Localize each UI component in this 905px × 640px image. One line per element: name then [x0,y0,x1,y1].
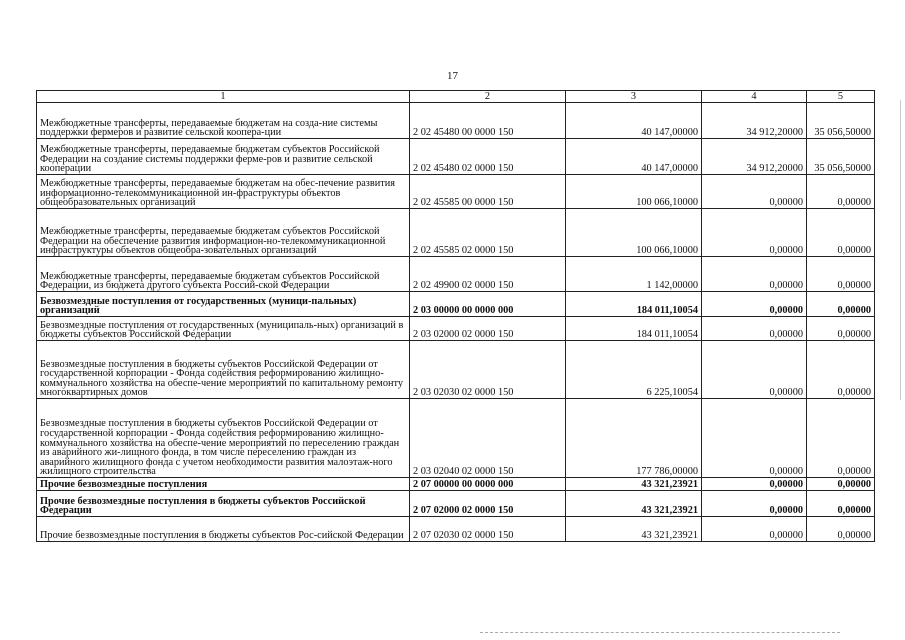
row-code: 2 02 45480 00 0000 150 [410,103,566,139]
row-name: Безвозмездные поступления от государственных (муници-пальных) организаций [37,292,410,317]
table-row [37,399,875,478]
column-header-2: 2 [410,91,566,103]
row-value-col5: 0,00000 [807,175,875,209]
table-row [37,175,875,209]
row-value-col4: 0,00000 [702,257,807,292]
table-row-total [37,292,875,317]
scan-edge-shadow [900,100,901,400]
row-value-col3: 100 066,10000 [566,175,702,209]
row-code: 2 03 02030 02 0000 150 [410,341,566,399]
row-value-col3: 43 321,23921 [566,478,702,491]
row-value-col4: 34 912,20000 [702,103,807,139]
row-value-col3: 184 011,10054 [566,317,702,341]
row-code: 2 03 00000 00 0000 000 [410,292,566,317]
column-header-3: 3 [566,91,702,103]
row-name: Межбюджетные трансферты, передаваемые бюджетам на созда-ние системы поддержки фермеров и развитие сельской коопера-ции [37,103,410,139]
row-value-col5: 0,00000 [807,399,875,478]
row-value-col4: 0,00000 [702,317,807,341]
row-value-col5: 0,00000 [807,209,875,257]
row-value-col4: 34 912,20000 [702,139,807,175]
row-value-col4: 0,00000 [702,491,807,517]
row-name: Прочие безвозмездные поступления в бюджеты субъектов Российской Федерации [37,491,410,517]
row-code: 2 03 02040 02 0000 150 [410,399,566,478]
table-row [37,103,875,139]
row-value-col5: 0,00000 [807,341,875,399]
row-value-col4: 0,00000 [702,399,807,478]
column-header-4: 4 [702,91,807,103]
row-value-col3: 184 011,10054 [566,292,702,317]
row-value-col5: 0,00000 [807,292,875,317]
table-row [37,317,875,341]
column-header-5: 5 [807,91,875,103]
row-code: 2 07 02000 02 0000 150 [410,491,566,517]
row-code: 2 02 45480 02 0000 150 [410,139,566,175]
scan-artifact-line [480,632,840,635]
row-code: 2 02 45585 02 0000 150 [410,209,566,257]
row-code: 2 02 45585 00 0000 150 [410,175,566,209]
row-value-col4: 0,00000 [702,478,807,491]
row-name: Прочие безвозмездные поступления в бюджеты субъектов Рос-сийской Федерации [37,517,410,542]
row-value-col3: 40 147,00000 [566,103,702,139]
row-value-col4: 0,00000 [702,517,807,542]
row-value-col3: 1 142,00000 [566,257,702,292]
row-value-col3: 40 147,00000 [566,139,702,175]
row-name: Безвозмездные поступления в бюджеты субъектов Российской Федерации от государственной корпорации - Фонда содействия реформированию жилищно-коммунального хозяйства на обеспе-чение мероприятий по переселению граждан из аварийного жи-лищного фонда, в том числе переселению граждан из аварийного жилищного фонда с учетом необходимости развития малоэтаж-ного жилищного строительства [37,399,410,478]
table-row [37,139,875,175]
row-value-col4: 0,00000 [702,209,807,257]
row-code: 2 03 02000 02 0000 150 [410,317,566,341]
row-value-col5: 35 056,50000 [807,103,875,139]
budget-table [36,90,875,542]
table-row-total [37,491,875,517]
row-name: Межбюджетные трансферты, передаваемые бюджетам субъектов Российской Федерации на обеспечение развития информацион-но-телекоммуникационной инфраструктуры объектов общеобра-зовательных организаций [37,209,410,257]
page-number: 17 [447,70,458,82]
row-code: 2 07 02030 02 0000 150 [410,517,566,542]
table-row [37,209,875,257]
table-row [37,517,875,542]
row-value-col5: 35 056,50000 [807,139,875,175]
row-value-col4: 0,00000 [702,292,807,317]
table-row [37,257,875,292]
row-value-col5: 0,00000 [807,517,875,542]
column-header-1: 1 [37,91,410,103]
row-value-col4: 0,00000 [702,341,807,399]
row-value-col3: 43 321,23921 [566,491,702,517]
row-value-col3: 100 066,10000 [566,209,702,257]
row-value-col5: 0,00000 [807,491,875,517]
row-name: Межбюджетные трансферты, передаваемые бюджетам субъектов Российской Федерации на создание системы поддержки ферме-ров и развитие сельской кооперации [37,139,410,175]
table-header-row [37,91,875,103]
row-name: Межбюджетные трансферты, передаваемые бюджетам субъектов Российской Федерации, из бюджета другого субъекта Россий-ской Федерации [37,257,410,292]
row-name: Прочие безвозмездные поступления [37,478,410,491]
row-value-col5: 0,00000 [807,257,875,292]
row-value-col4: 0,00000 [702,175,807,209]
table-row [37,341,875,399]
row-value-col3: 6 225,10054 [566,341,702,399]
row-value-col5: 0,00000 [807,478,875,491]
row-value-col3: 43 321,23921 [566,517,702,542]
row-name: Межбюджетные трансферты, передаваемые бюджетам на обес-печение развития информационно-телекоммуникационной ин-фраструктуры объектов общеобразовательных организаций [37,175,410,209]
row-name: Безвозмездные поступления в бюджеты субъектов Российской Федерации от государственной корпорации - Фонда содействия реформированию жилищно-коммунального хозяйства на обеспе-чение мероприятий по капитальному ремонту многоквартирных домов [37,341,410,399]
row-value-col5: 0,00000 [807,317,875,341]
row-name: Безвозмездные поступления от государственных (муниципаль-ных) организаций в бюджеты субъектов Российской Федерации [37,317,410,341]
row-code: 2 02 49900 02 0000 150 [410,257,566,292]
table-row-total [37,478,875,491]
row-code: 2 07 00000 00 0000 000 [410,478,566,491]
row-value-col3: 177 786,00000 [566,399,702,478]
